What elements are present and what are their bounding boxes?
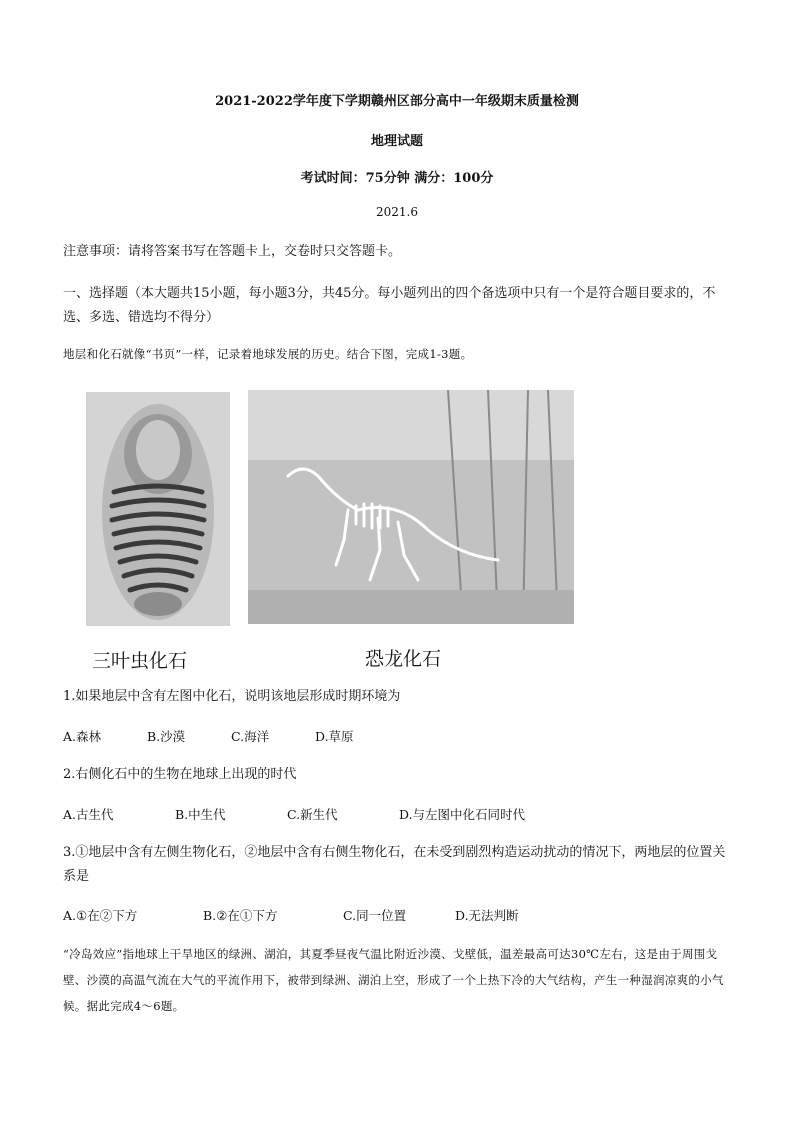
exam-subject: 地理试题 <box>370 134 423 149</box>
intro-1-3: 地层和化石就像“书页”一样，记录着地球发展的历史。结合下图，完成1-3题。 <box>63 347 473 361</box>
dinosaur-fossil-image <box>248 390 574 624</box>
q1-option-c[interactable]: C.海洋 <box>231 729 270 744</box>
intro-4-6: “冷岛效应”指地球上干旱地区的绿洲、湖泊，其夏季昼夜气温比附近沙漠、戈壁低，温差最高可达30℃左右，这是由于周围戈壁、沙漠的高温气流在大气的平流作用下，被带到绿洲、湖泊上空，形成了一个上热下冷的大气结构，产生一种湿润凉爽的小气候。据此完成4～6题。 <box>63 947 724 1013</box>
exam-title: 2021-2022学年度下学期赣州区部分高中一年级期末质量检测 <box>215 94 579 109</box>
q3-option-b[interactable]: B.②在①下方 <box>203 908 278 923</box>
q2-option-b[interactable]: B.中生代 <box>175 807 226 822</box>
trilobite-caption: 三叶虫化石 <box>92 650 188 672</box>
notice: 注意事项：请将答案书写在答题卡上，交卷时只交答题卡。 <box>63 244 402 259</box>
q2-option-a[interactable]: A.古生代 <box>63 807 114 822</box>
exam-time-info: 考试时间：75分钟 满分：100分 <box>300 171 494 186</box>
trilobite-fossil-image <box>86 392 230 626</box>
q1-option-d[interactable]: D.草原 <box>315 729 354 744</box>
q3-option-d[interactable]: D.无法判断 <box>455 908 519 923</box>
q1-option-a[interactable]: A.森林 <box>63 729 102 744</box>
question-2: 2.右侧化石中的生物在地球上出现的时代 <box>63 767 297 782</box>
q2-option-d[interactable]: D.与左图中化石同时代 <box>399 807 526 822</box>
section-heading: 一、选择题（本大题共15小题，每小题3分，共45分。每小题列出的四个备选项中只有一个是符合题目要求的，不选、多选、错选均不得分） <box>63 286 716 325</box>
dinosaur-caption: 恐龙化石 <box>365 648 442 670</box>
q2-option-c[interactable]: C.新生代 <box>287 807 338 822</box>
q1-option-b[interactable]: B.沙漠 <box>147 729 186 744</box>
exam-date: 2021.6 <box>376 205 418 219</box>
question-3: 3.①地层中含有左侧生物化石，②地层中含有右侧生物化石，在未受到剧烈构造运动扰动的情况下，两地层的位置关系是 <box>63 845 726 884</box>
q3-option-a[interactable]: A.①在②下方 <box>63 908 138 923</box>
question-1: 1.如果地层中含有左图中化石，说明该地层形成时期环境为 <box>63 689 401 704</box>
q3-option-c[interactable]: C.同一位置 <box>343 908 407 923</box>
